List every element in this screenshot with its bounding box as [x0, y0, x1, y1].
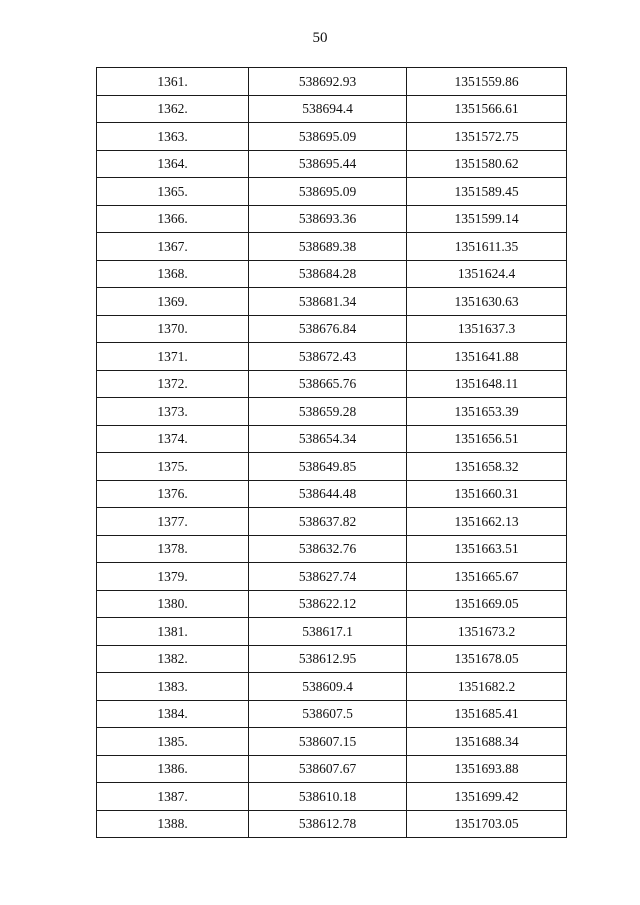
x-coordinate-cell: 538632.76 — [249, 535, 407, 563]
point-number-cell: 1377. — [97, 508, 249, 536]
x-coordinate-cell: 538637.82 — [249, 508, 407, 536]
point-number-cell: 1388. — [97, 810, 249, 838]
y-coordinate-cell: 1351648.11 — [407, 370, 567, 398]
y-coordinate-cell: 1351660.31 — [407, 480, 567, 508]
y-coordinate-cell: 1351599.14 — [407, 205, 567, 233]
y-coordinate-cell: 1351653.39 — [407, 398, 567, 426]
table-row — [97, 233, 567, 261]
y-coordinate-cell: 1351624.4 — [407, 260, 567, 288]
table-row — [97, 95, 567, 123]
point-number-cell: 1372. — [97, 370, 249, 398]
y-coordinate-cell: 1351669.05 — [407, 590, 567, 618]
x-coordinate-cell: 538695.44 — [249, 150, 407, 178]
coordinates-table — [96, 67, 567, 838]
x-coordinate-cell: 538659.28 — [249, 398, 407, 426]
x-coordinate-cell: 538693.36 — [249, 205, 407, 233]
table-row — [97, 260, 567, 288]
x-coordinate-cell: 538617.1 — [249, 618, 407, 646]
x-coordinate-cell: 538692.93 — [249, 68, 407, 96]
x-coordinate-cell: 538695.09 — [249, 178, 407, 206]
x-coordinate-cell: 538607.5 — [249, 700, 407, 728]
table-row — [97, 700, 567, 728]
point-number-cell: 1362. — [97, 95, 249, 123]
point-number-cell: 1365. — [97, 178, 249, 206]
point-number-cell: 1382. — [97, 645, 249, 673]
point-number-cell: 1378. — [97, 535, 249, 563]
y-coordinate-cell: 1351693.88 — [407, 755, 567, 783]
x-coordinate-cell: 538681.34 — [249, 288, 407, 316]
point-number-cell: 1383. — [97, 673, 249, 701]
point-number-cell: 1385. — [97, 728, 249, 756]
y-coordinate-cell: 1351673.2 — [407, 618, 567, 646]
y-coordinate-cell: 1351685.41 — [407, 700, 567, 728]
x-coordinate-cell: 538654.34 — [249, 425, 407, 453]
point-number-cell: 1373. — [97, 398, 249, 426]
x-coordinate-cell: 538672.43 — [249, 343, 407, 371]
point-number-cell: 1387. — [97, 783, 249, 811]
y-coordinate-cell: 1351682.2 — [407, 673, 567, 701]
point-number-cell: 1363. — [97, 123, 249, 151]
point-number-cell: 1380. — [97, 590, 249, 618]
y-coordinate-cell: 1351658.32 — [407, 453, 567, 481]
y-coordinate-cell: 1351663.51 — [407, 535, 567, 563]
table-row — [97, 150, 567, 178]
table-row — [97, 178, 567, 206]
point-number-cell: 1364. — [97, 150, 249, 178]
y-coordinate-cell: 1351699.42 — [407, 783, 567, 811]
y-coordinate-cell: 1351580.62 — [407, 150, 567, 178]
table-row — [97, 398, 567, 426]
table-row — [97, 370, 567, 398]
y-coordinate-cell: 1351641.88 — [407, 343, 567, 371]
x-coordinate-cell: 538607.67 — [249, 755, 407, 783]
table-row — [97, 508, 567, 536]
x-coordinate-cell: 538622.12 — [249, 590, 407, 618]
x-coordinate-cell: 538676.84 — [249, 315, 407, 343]
coordinates-table-body — [97, 68, 567, 838]
table-row — [97, 315, 567, 343]
y-coordinate-cell: 1351637.3 — [407, 315, 567, 343]
table-row — [97, 425, 567, 453]
y-coordinate-cell: 1351566.61 — [407, 95, 567, 123]
table-row — [97, 563, 567, 591]
point-number-cell: 1369. — [97, 288, 249, 316]
y-coordinate-cell: 1351589.45 — [407, 178, 567, 206]
point-number-cell: 1376. — [97, 480, 249, 508]
point-number-cell: 1368. — [97, 260, 249, 288]
point-number-cell: 1381. — [97, 618, 249, 646]
point-number-cell: 1367. — [97, 233, 249, 261]
y-coordinate-cell: 1351665.67 — [407, 563, 567, 591]
table-row — [97, 673, 567, 701]
y-coordinate-cell: 1351559.86 — [407, 68, 567, 96]
point-number-cell: 1371. — [97, 343, 249, 371]
x-coordinate-cell: 538627.74 — [249, 563, 407, 591]
table-row — [97, 480, 567, 508]
table-row — [97, 343, 567, 371]
x-coordinate-cell: 538665.76 — [249, 370, 407, 398]
table-row — [97, 68, 567, 96]
y-coordinate-cell: 1351630.63 — [407, 288, 567, 316]
table-row — [97, 755, 567, 783]
point-number-cell: 1374. — [97, 425, 249, 453]
table-row — [97, 205, 567, 233]
point-number-cell: 1384. — [97, 700, 249, 728]
table-row — [97, 288, 567, 316]
x-coordinate-cell: 538612.95 — [249, 645, 407, 673]
table-row — [97, 783, 567, 811]
x-coordinate-cell: 538612.78 — [249, 810, 407, 838]
y-coordinate-cell: 1351662.13 — [407, 508, 567, 536]
y-coordinate-cell: 1351678.05 — [407, 645, 567, 673]
point-number-cell: 1361. — [97, 68, 249, 96]
point-number-cell: 1386. — [97, 755, 249, 783]
y-coordinate-cell: 1351703.05 — [407, 810, 567, 838]
y-coordinate-cell: 1351572.75 — [407, 123, 567, 151]
point-number-cell: 1379. — [97, 563, 249, 591]
table-row — [97, 453, 567, 481]
table-row — [97, 590, 567, 618]
table-row — [97, 728, 567, 756]
x-coordinate-cell: 538644.48 — [249, 480, 407, 508]
x-coordinate-cell: 538684.28 — [249, 260, 407, 288]
x-coordinate-cell: 538609.4 — [249, 673, 407, 701]
table-row — [97, 618, 567, 646]
x-coordinate-cell: 538689.38 — [249, 233, 407, 261]
point-number-cell: 1375. — [97, 453, 249, 481]
table-row — [97, 645, 567, 673]
y-coordinate-cell: 1351611.35 — [407, 233, 567, 261]
table-row — [97, 810, 567, 838]
x-coordinate-cell: 538607.15 — [249, 728, 407, 756]
point-number-cell: 1370. — [97, 315, 249, 343]
y-coordinate-cell: 1351656.51 — [407, 425, 567, 453]
x-coordinate-cell: 538695.09 — [249, 123, 407, 151]
table-row — [97, 123, 567, 151]
y-coordinate-cell: 1351688.34 — [407, 728, 567, 756]
x-coordinate-cell: 538610.18 — [249, 783, 407, 811]
x-coordinate-cell: 538694.4 — [249, 95, 407, 123]
table-row — [97, 535, 567, 563]
x-coordinate-cell: 538649.85 — [249, 453, 407, 481]
point-number-cell: 1366. — [97, 205, 249, 233]
page-number: 50 — [312, 30, 328, 46]
